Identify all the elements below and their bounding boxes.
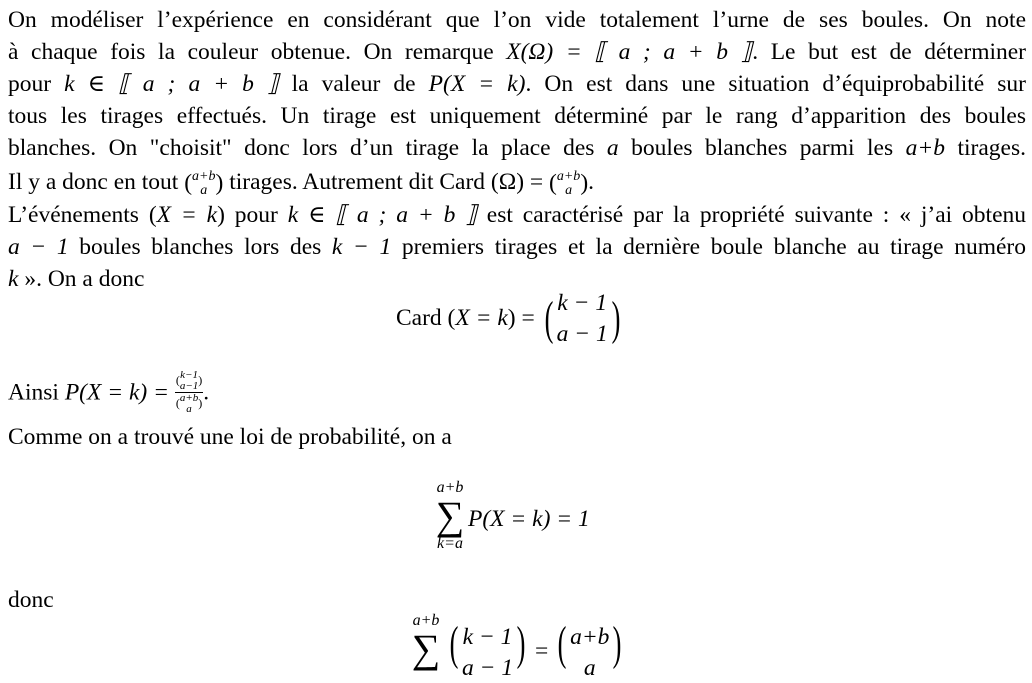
- text-span: boules blanches parmi les: [618, 135, 906, 161]
- equals-sign: =: [534, 638, 549, 664]
- text-span: tirages. Autrement dit Card (Ω) =: [223, 169, 550, 195]
- binomial: [570, 616, 609, 683]
- text-span: tirages.: [944, 135, 1026, 161]
- binomial-top: k − 1: [557, 290, 608, 316]
- right-paren: ): [613, 617, 622, 670]
- text-span: ) =: [507, 305, 541, 332]
- math-span: X = k: [455, 305, 508, 332]
- binomial-bottom: a − 1: [461, 654, 514, 681]
- text-span: Card (: [396, 305, 456, 332]
- fraction: [175, 370, 203, 415]
- right-paren: ): [611, 292, 621, 346]
- text-line: On modéliser l’expérience en considérant que l’on vide totalement l’urne de ses boules. On note: [8, 7, 1026, 33]
- sigma-symbol: ∑: [411, 626, 441, 671]
- text-span: .: [588, 169, 595, 195]
- binomial-top: k − 1: [462, 624, 513, 650]
- left-paren: (: [449, 617, 459, 670]
- sum-body: P(X = k) = 1: [468, 506, 590, 532]
- fraction-denominator: ( a+b a ): [175, 392, 203, 415]
- text-span: . On est dans une situation d’équiprobabilité sur: [525, 71, 1027, 97]
- text-span: L’événements (: [8, 202, 157, 228]
- binomial: [462, 616, 513, 683]
- sum-operator: [430, 479, 470, 553]
- math-span: k − 1: [331, 234, 392, 260]
- sum-lower-limit: k=a: [437, 535, 463, 552]
- text-line: tous les tirages effectués. Un tirage est uniquement déterminé par le rang d’apparition des boules: [8, 103, 1026, 129]
- sum-upper-limit: a+b: [436, 479, 464, 496]
- text-span: boules blanches lors des: [68, 234, 332, 260]
- binomial-bottom: a − 1: [556, 320, 608, 347]
- text-span: Ainsi: [8, 379, 65, 406]
- equation-card: [396, 288, 624, 349]
- binomial-bottom: a: [583, 654, 596, 681]
- text-line: [8, 370, 209, 415]
- math-span: X = k: [156, 202, 218, 228]
- text-span: ». On a donc: [18, 266, 145, 292]
- text-line: [8, 70, 1026, 98]
- binomial-top: a+b: [179, 392, 199, 404]
- binomial: ( a+b a ): [184, 169, 224, 199]
- binomial: [557, 288, 608, 349]
- text-span: premiers tirages et la dernière boule blanche au tirage numéro: [391, 234, 1026, 260]
- left-paren: (: [544, 292, 554, 346]
- math-span: a − 1: [8, 234, 69, 260]
- text-span: Il y a donc en tout: [8, 169, 185, 195]
- math-span: P(X = k): [428, 71, 526, 97]
- text-line: [8, 134, 1026, 162]
- binomial-top: k−1: [180, 369, 198, 381]
- math-span: k ∈ ⟦ a ; a + b ⟧: [64, 71, 279, 97]
- left-paren: (: [557, 617, 567, 670]
- math-span: a+b: [905, 135, 945, 161]
- binomial-bottom: a: [200, 183, 208, 199]
- binomial-top: a+b: [570, 624, 610, 650]
- math-span: a: [606, 135, 619, 161]
- sum-operator: [406, 612, 446, 671]
- text-line: [8, 38, 1026, 66]
- math-span: X(Ω) = ⟦ a ; a + b ⟧: [506, 39, 753, 65]
- text-line: [8, 201, 1026, 229]
- binomial-top: a+b: [192, 169, 216, 185]
- text-line: [8, 168, 594, 198]
- text-line: [8, 233, 1026, 261]
- text-span: la valeur de: [278, 71, 429, 97]
- sigma-symbol: ∑: [435, 493, 465, 538]
- text-span: .: [203, 379, 210, 406]
- binomial-top: a+b: [556, 169, 581, 185]
- binomial-bottom: a: [186, 403, 192, 415]
- sum-upper-limit: a+b: [412, 612, 440, 629]
- binomial-bottom: a: [565, 183, 573, 199]
- math-span: P(X = k) =: [64, 379, 175, 406]
- text-line: donc: [8, 587, 54, 613]
- text-span: est caractérisé par la propriété suivante : « j’ai obtenu: [476, 202, 1026, 228]
- text-span: pour: [8, 71, 65, 97]
- text-span: . Le but est de déterminer: [752, 39, 1027, 65]
- text-span: blanches. On "choisit" donc lors d’un tirage la place des: [8, 135, 607, 161]
- text-line: Comme on a trouvé une loi de probabilité, on a: [8, 424, 452, 450]
- binomial-bottom: a−1: [179, 380, 199, 392]
- text-span: ) pour: [217, 202, 288, 228]
- binomial-identity: [446, 616, 625, 683]
- math-span: k ∈ ⟦ a ; a + b ⟧: [287, 202, 477, 228]
- right-paren: ): [516, 617, 526, 670]
- text-span: à chaque fois la couleur obtenue. On remarque: [8, 39, 507, 65]
- text-line: [8, 265, 144, 293]
- fraction-numerator: ( k−1 a−1 ): [175, 369, 203, 392]
- math-span: k: [8, 266, 19, 292]
- binomial: ( a+b a ): [549, 169, 589, 199]
